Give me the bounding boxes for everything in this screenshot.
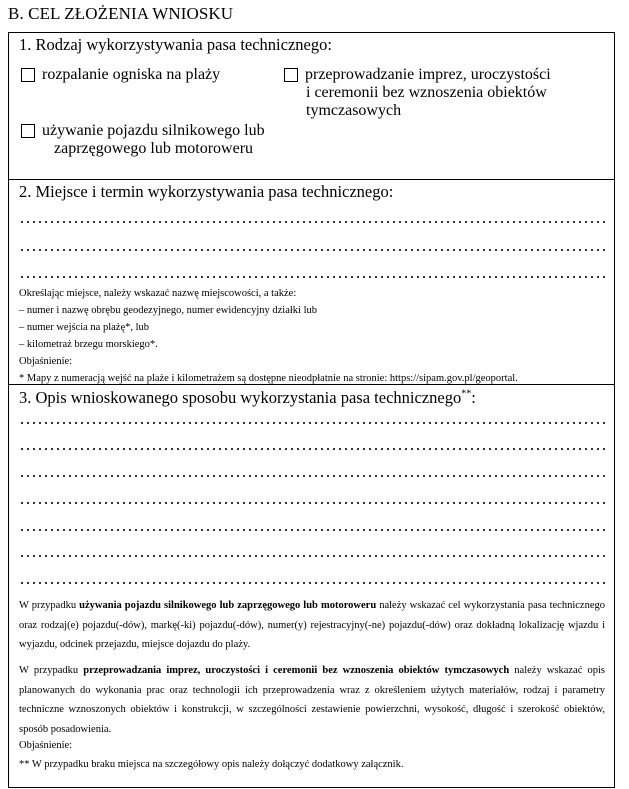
section-3-box (8, 385, 615, 788)
para-bold: używania pojazdu silnikowego lub zaprzęgowego lub motoroweru (79, 600, 377, 611)
section-2-title: 2. Miejsce i termin wykorzystywania pasa technicznego: (19, 182, 394, 201)
note-line: – numer i nazwę obrębu geodezyjnego, numer ewidencyjny działki lub (19, 305, 317, 316)
section-heading: B. CEL ZŁOŻENIA WNIOSKU (8, 4, 234, 23)
dotted-line[interactable] (19, 529, 607, 531)
checkbox-events[interactable] (284, 68, 298, 82)
para-bold: przeprowadzania imprez, uroczystości i ceremonii bez wznoszenia obiektów tymczasowych (83, 665, 510, 676)
note-line: Objaśnienie: (19, 356, 73, 367)
dotted-line[interactable] (19, 502, 607, 504)
checkbox-campfire[interactable] (21, 68, 35, 82)
option-vehicle-line-2: zaprzęgowego lub motoroweru (54, 140, 254, 157)
dotted-line[interactable] (19, 249, 607, 251)
para-text: należy wskazać opis planowanych do wykonania prac oraz technologii ich przeprowadzenia wraz z określeniem użytych materiałów, rodzaj i parametry techniczne wznoszonych obiektów i konstrukcji, w szczególności zestawienie powierzchni, wysokość, długość i szerokość obiektów, sposób posadowienia. (19, 665, 605, 735)
section-3-title-text: 3. Opis wnioskowanego sposobu wykorzystania pasa technicznego (19, 388, 462, 407)
para-text: W przypadku (19, 665, 84, 676)
dotted-line[interactable] (19, 475, 607, 477)
section-2-box (8, 180, 615, 385)
section-3-title (19, 388, 476, 408)
section-1-title: 1. Rodzaj wykorzystywania pasa technicznego: (19, 35, 332, 54)
option-vehicle-line-1: używanie pojazdu silnikowego lub (42, 122, 265, 139)
location-note (19, 285, 518, 387)
option-events (305, 66, 551, 120)
checkbox-vehicle[interactable] (21, 124, 35, 138)
option-events-line-1: przeprowadzanie imprez, uroczystości (305, 66, 551, 83)
option-events-line-2: i ceremonii bez wznoszenia obiektów (306, 84, 547, 101)
dotted-line[interactable] (19, 448, 607, 450)
events-instructions (19, 661, 605, 739)
section-3-title-colon: : (471, 388, 476, 407)
option-campfire (42, 66, 220, 84)
note-line: – numer wejścia na plażę*, lub (19, 322, 150, 333)
footnote: ** W przypadku braku miejsca na szczegółowy opis należy dołączyć dodatkowy załącznik. (19, 759, 404, 770)
dotted-line[interactable] (19, 276, 607, 278)
option-events-line-3: tymczasowych (306, 102, 402, 119)
option-campfire-line: rozpalanie ogniska na plaży (42, 66, 221, 83)
vehicle-instructions (19, 596, 605, 655)
dotted-line[interactable] (19, 582, 607, 584)
dotted-line[interactable] (19, 422, 607, 424)
note-line: * Mapy z numeracją wejść na plaże i kilometrażem są dostępne nieodpłatnie na stronie: https://sipam.gov.pl/geoportal. (19, 373, 518, 384)
explanation-label: Objaśnienie: (19, 740, 73, 751)
dotted-line[interactable] (19, 221, 607, 223)
option-vehicle (42, 122, 265, 158)
note-line: – kilometraż brzegu morskiego*. (19, 339, 158, 350)
section-1-box (8, 32, 615, 180)
para-text: należy wskazać cel wykorzystania pasa technicznego oraz rodzaj(e) pojazdu(-dów), markę(-ki) pojazdu(-dów), numer(y) rejestracyjny(-ne) pojazdu(-dów) oraz dokładną lokalizację wjazdu i wyjazdu, odcinek przejazdu, miejsce dojazdu do plaży. (19, 600, 605, 650)
dotted-line[interactable] (19, 555, 607, 557)
footnote-marker: ** (461, 388, 472, 400)
note-line: Określając miejsce, należy wskazać nazwę miejscowości, a także: (19, 288, 297, 299)
para-text: W przypadku (19, 600, 80, 611)
